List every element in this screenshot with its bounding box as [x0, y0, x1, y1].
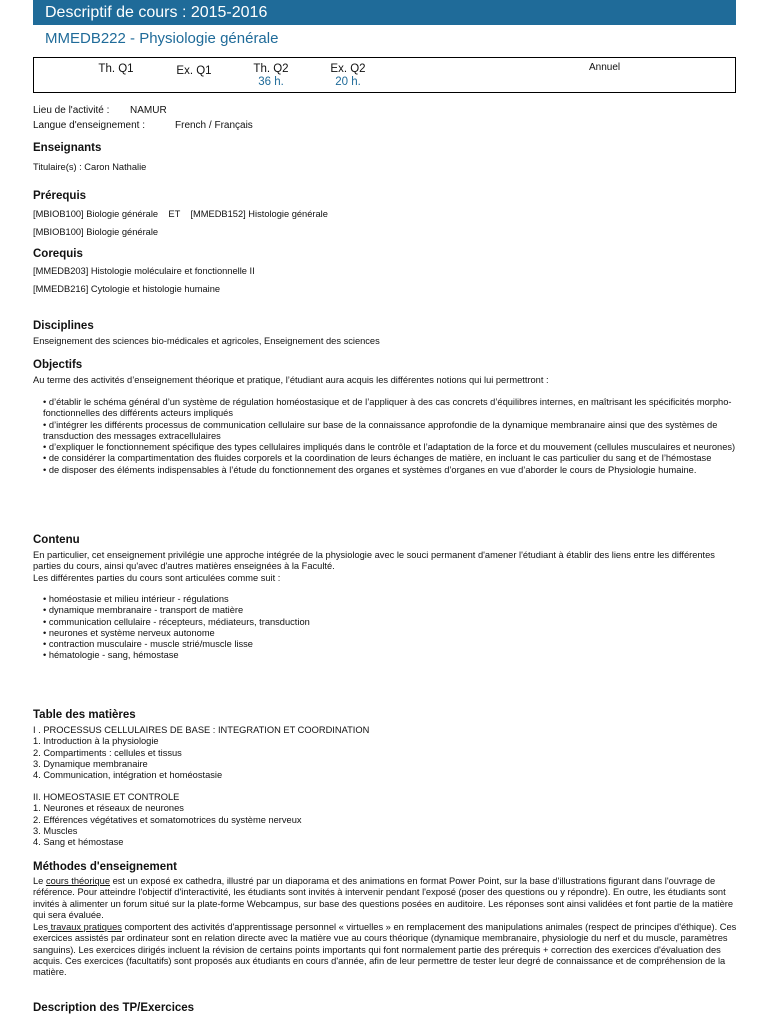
- titulaire-text: Titulaire(s) : Caron Nathalie: [33, 162, 147, 172]
- contenu-list: [33, 594, 747, 662]
- cours-theorique-text: cours théorique: [45, 876, 111, 886]
- travaux-pratiques-text: travaux pratiques: [48, 922, 122, 932]
- corequis-line-2: [MMEDB216] Cytologie et histologie humaine: [33, 284, 221, 294]
- table-part-2-title: II. HOMEOSTASIE ET CONTROLE: [33, 792, 180, 802]
- list-item: • d’expliquer le fonctionnement spécifique des types cellulaires impliqués dans le contrôle et l’adaptation de la force et du mouvement (cellules musculaires et neurones): [43, 442, 736, 453]
- list-item: 4. Communication, intégration et homéostasie: [33, 770, 223, 781]
- prerequis-heading: Prérequis: [33, 190, 87, 202]
- hours-box: [33, 57, 736, 93]
- methodes-heading: Méthodes d'enseignement: [33, 861, 177, 873]
- list-item: • de considérer la compartimentation des fluides corporels et la coordination de leurs échanges de matière, en incluant le cas particulier du sang et de l’hémostase: [43, 453, 712, 464]
- lieu-label: Lieu de l'activité :: [33, 105, 110, 116]
- objectifs-heading: Objectifs: [33, 359, 83, 371]
- disciplines-heading: Disciplines: [33, 320, 94, 332]
- header-bar: [33, 0, 736, 25]
- methodes-paragraph-1: Le cours théorique est un exposé ex cathedra, illustré par un diaporama et des animations en format Power Point, sur la base d'illustrations figurant dans l'ouvrage de référence. Pour atteindre l'objectif d'interactivité, les étudiants sont invités à intervenir pendant l'exposé (poser des questions ou y répondre). En outre, les étudiants sont invités à alimenter un forum situé sur la plate-forme Webcampus, sur base des questions posées en auditoire. Les réponses sont ainsi validées et font partie de la matière qui sera évaluée.: [33, 876, 734, 920]
- list-item: • d’intégrer les différents processus de communication cellulaire sur base de la connaissance approfondie de la dynamique membranaire ainsi que des systèmes de transduction des messages extracellulaires: [43, 419, 718, 441]
- objectifs-list: [33, 397, 737, 476]
- hours-th-q1: Th. Q1: [98, 63, 134, 75]
- prerequis-line-2: [MBIOB100] Biologie générale: [33, 227, 159, 237]
- lieu-row: [33, 105, 167, 116]
- corequis-line-1: [MMEDB203] Histologie moléculaire et fonctionnelle II: [33, 266, 255, 276]
- list-item: • d’établir le schéma général d’un système de régulation homéostasique et de l’appliquer à des cas concrets d’équilibres internes, en maîtrisant les spécificités morpho-fonctionnelles des différents acteurs impliqués: [43, 397, 732, 419]
- table-part-1: [33, 725, 737, 781]
- list-item: • neurones et système nerveux autonome: [43, 627, 215, 638]
- langue-row: [33, 120, 253, 131]
- list-item: 4. Sang et hémostase: [33, 837, 124, 848]
- objectifs-intro: Au terme des activités d’enseignement théorique et pratique, l’étudiant aura acquis les différentes notions qui lui permettront :: [33, 375, 549, 385]
- contenu-paragraph-1: En particulier, cet enseignement privilégie une approche intégrée de la physiologie avec le souci permanent d'amener l'étudiant à établir des liens entre les différentes parties du cours, ainsi qu'avec d'autres matières enseignées à la Faculté.: [33, 550, 715, 572]
- table-heading: Table des matières: [33, 709, 136, 721]
- list-item: • communication cellulaire - récepteurs, médiateurs, transduction: [43, 616, 310, 627]
- list-item: • hématologie - sang, hémostase: [43, 650, 179, 661]
- disciplines-text: Enseignement des sciences bio-médicales et agricoles, Enseignement des sciences: [33, 336, 380, 346]
- page-title: Descriptif de cours : 2015-2016: [45, 4, 268, 21]
- list-item: 1. Neurones et réseaux de neurones: [33, 803, 184, 814]
- list-item: 1. Introduction à la physiologie: [33, 736, 159, 747]
- enseignants-heading: Enseignants: [33, 142, 102, 154]
- period-label: Annuel: [589, 62, 621, 73]
- contenu-heading: Contenu: [33, 534, 80, 546]
- table-part-1-title: I . PROCESSUS CELLULAIRES DE BASE : INTEGRATION ET COORDINATION: [33, 725, 370, 735]
- list-item: 2. Efférences végétatives et somatomotrices du système nerveux: [33, 814, 302, 825]
- methodes-paragraph-2: Les travaux pratiques comportent des activités d'apprentissage personnel « virtuelles » en remplacement des manipulations animales (respect de principes d'éthique). Ces exercices assistés par ordinateur sont en relation directe avec la matière vue au cours théorique (dynamique membranaire, physiologie du nerf et du muscle, paramètres sanguins). Les exercices dirigés incluent la révision de certains points importants qui font normalement partie des prérequis + correction des exercices d'évaluation des acquis. Ces exercices (facultatifs) sont proposés aux étudiants en cours d'année, afin de leur permettre de tester leur degré de connaissance et de compréhension de la matière.: [33, 922, 737, 978]
- corequis-heading: Corequis: [33, 248, 83, 260]
- list-item: • homéostasie et milieu intérieur - régulations: [43, 594, 229, 604]
- contenu-paragraph-2: Les différentes parties du cours sont articulées comme suit :: [33, 573, 281, 583]
- hours-th-q2: Th. Q2 36 h.: [253, 63, 289, 88]
- list-item: • dynamique membranaire - transport de matière: [43, 605, 244, 616]
- list-item: • contraction musculaire - muscle strié/muscle lisse: [43, 639, 253, 650]
- langue-value: French / Français: [175, 120, 253, 131]
- prerequis-line-1: [MBIOB100] Biologie générale ET [MMEDB152] Histologie générale: [33, 209, 328, 219]
- lieu-value: NAMUR: [130, 105, 167, 116]
- tp-heading: Description des TP/Exercices: [33, 1002, 195, 1014]
- hours-ex-q2: Ex. Q2 20 h.: [330, 63, 366, 88]
- hours-ex-q1: Ex. Q1: [176, 65, 212, 77]
- table-part-2: [33, 792, 737, 848]
- list-item: 2. Compartiments : cellules et tissus: [33, 747, 182, 758]
- list-item: 3. Muscles: [33, 825, 78, 836]
- langue-label: Langue d'enseignement :: [33, 120, 145, 131]
- list-item: • de disposer des éléments indispensables à l’étude du fonctionnement des organes et systèmes d’organes en vue d’aborder le cours de Physiologie humaine.: [43, 464, 697, 475]
- list-item: 3. Dynamique membranaire: [33, 758, 148, 769]
- course-title: MMEDB222 - Physiologie générale: [45, 30, 279, 47]
